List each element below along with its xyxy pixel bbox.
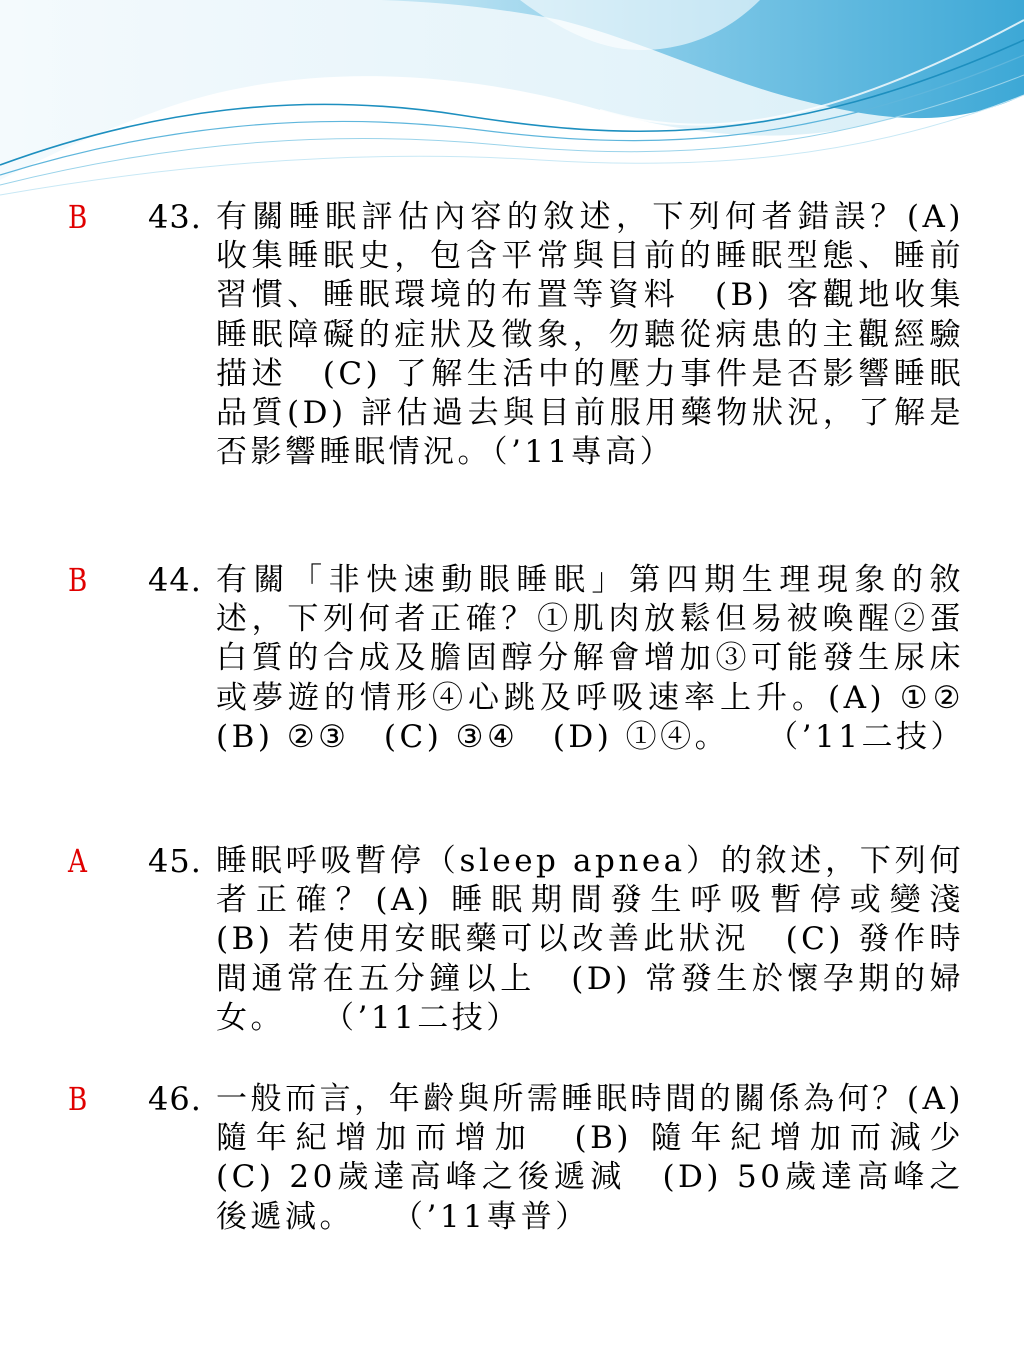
question-text: 一般而言，年齡與所需睡眠時間的關係為何？(A) 隨年紀增加而增加 (B) 隨年紀增加而減少 (C) 20歲達高峰之後遞減 (D) 50歲達高峰之後遞減。 （’11專普） [216,1081,999,1235]
question-text: 有關「非快速動眼睡眠」第四期生理現象的敘述，下列何者正確？①肌肉放鬆但易被喚醒②蛋白質的合成及膽固醇分解會增加③可能發生尿床或夢遊的情形④心跳及呼吸速率上升。(A) ①② (B) ②③ (C) ③④ (D) ①④。 （’11二技） [216,562,999,755]
answer-letter: A [68,842,87,880]
answer-letter: B [68,561,88,599]
question-number: 44. [148,561,202,599]
answer-letter: B [68,198,88,236]
answer-letter: B [68,1080,88,1118]
question-number: 46. [148,1080,202,1118]
question-number: 45. [148,842,202,880]
question-number: 43. [148,198,202,236]
question-text: 睡眠呼吸暫停（sleep apnea）的敘述，下列何者正確？(A) 睡眠期間發生呼吸暫停或變淺 (B) 若使用安眠藥可以改善此狀況 (C) 發作時間通常在五分鐘以上 (D) 常發生於懷孕期的婦女。 （’11二技） [216,843,999,1036]
question-text: 有關睡眠評估內容的敘述，下列何者錯誤？(A) 收集睡眠史，包含平常與目前的睡眠型態、睡前習慣、睡眠環境的布置等資料 (B) 客觀地收集睡眠障礙的症狀及徵象，勿聽從病患的主觀經驗描述 (C) 了解生活中的壓力事件是否影響睡眠品質(D) 評估過去與目前服用藥物狀況，了解是否影響睡眠情況。（’11專高） [216,199,964,471]
